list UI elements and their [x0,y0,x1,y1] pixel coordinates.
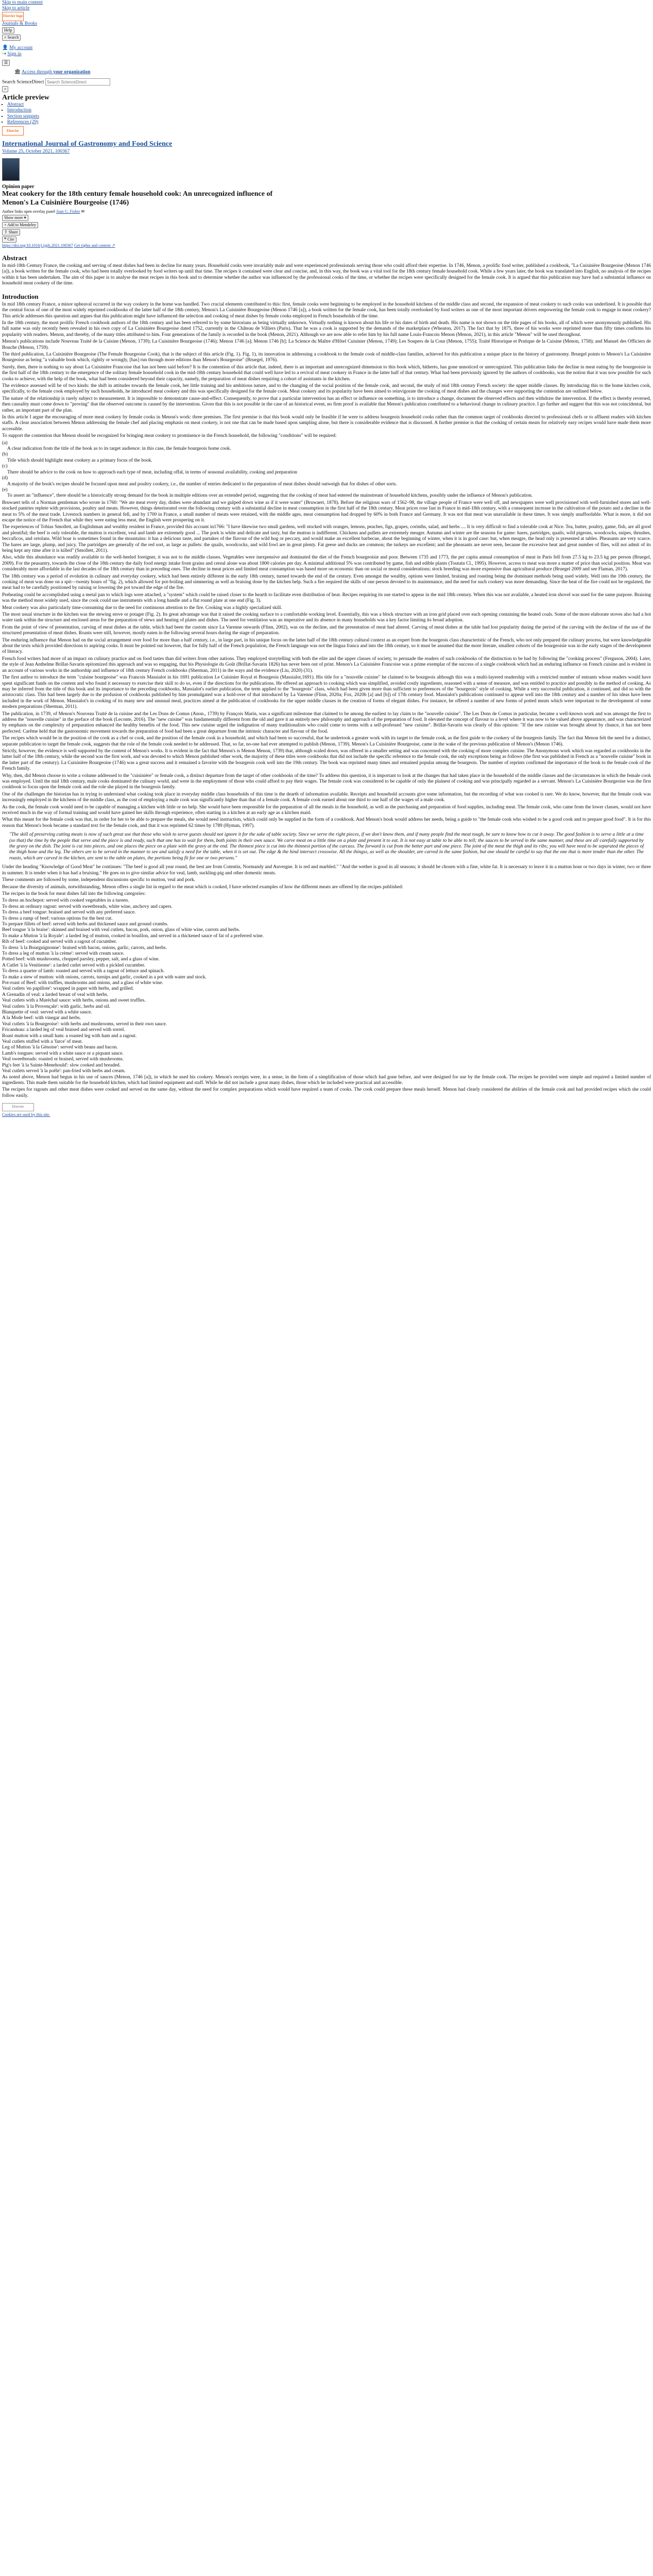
recipe-item: Blanquette of veal: served with a white sauce. [2,1010,92,1015]
condition-text: Title which should highlight meat cookery as a primary focus of the book. [7,457,152,463]
recipe-item: To dress a leg of mutton 'à la crème': served with cream sauce. [2,951,125,956]
toc-abstract-link[interactable]: Abstract [7,101,24,107]
toc-abstract[interactable] [7,102,651,108]
body-paragraph: The most usual structure in the kitchen was the stewing stove or potager (Fig. 2). Its great advantage was that it raised the cooking surface to a comfortable working level. Essentially, this was a block structure with an iron grid placed over each opening containing the heated coals. Some of the more elaborate stoves also had a hot water tank within the structure and enclosed areas for the preparation of stews and heating of plates and dishes. The need for ventilation was an imperative and its absence in many households was a key factor limiting its broad adoption. [2,612,651,623]
condition-marker: (e) [2,487,8,493]
recipe-item: Veal cutlets 'à la Provençale': with garlic, herbs and oil. [2,1004,110,1009]
recipe-item: Veal cutlets stuffed with a 'farce' of meat. [2,1039,83,1045]
body-paragraph: The experiences of Tobias Smollett, an Englishman and wealthy resident in France, provided this account in1766: "I have likewise two small gardens, well stocked with oranges, lemons, peaches, figs, grapes, corinths, salad, and herbs .... It is very difficult to find a tolerable cook at Nice. Tea, butter, poultry, game, fish, are all good and plentiful; the beef is only tolerable, the mutton is excellent, veal and lamb are extremely good ... The pork is white and delicate and tasty, but the mutton is indifferent. Chickens and pullets are extremely meager. Autumn and winter are the seasons for game: hares, partridges, quails, wild pigeons, woodcocks, snipes, thrushes, beccaficos, and ortolans. Wild boar is sometimes found in the mountains: it has a delicious taste, and partakes of the flavour of the wild hog or peccary, and would make an excellent barbecue, about the beginning of winter, when it is in good case: but, when meagre, the head only is presented at tables. Pheasants are very scarce. The hares are large, plump, and juicy. The partridges are generally of the red sort, as large as pullets: the quails, woodcocks, and wild fowl are in great plenty. Fat geese and ducks are common; the turkeys are excellent; and the pheasants are never seen, because the excessive heat and great number of flies, will not admit of its being kept any time after it is killed" (Smollett, 2011). [2,524,651,553]
recipe-item: To dress a beef tongue: braised and served with any preferred sauce. [2,910,136,916]
help-label: Help [4,28,12,33]
add-mendeley-button[interactable] [2,222,38,228]
body-paragraph: Preheating could be accomplished using a metal pan to which logs were attached, a "system" which could be raised closer to the hearth to facilitate even distribution of heat. Recipes requiring its use started to appear in the mid 18th century. When this was not available, a heated iron shovel was used for the same purpose. Braising was the method most widely used, since the cook could use instruments with a long handle and a flat round plate at one end (Fig. 3). [2,592,651,604]
intro-paragraph: In this article I argue the encouraging of more meat cookery by female cooks in Menon's work: three premises. The first premise is that this book would only be feasible if he were to address bourgeois household cooks rather than the common target of cookbooks directed to professional chefs or to affluent readers with kitchen staffs. A clear association between Menon addressing the female chef and placing emphasis on meat cookery, is not one that can be made based upon sampling alone, but there is considerable evidence that is discussed. A further premise is that the cooking of certain meats for relatively easy recipes would have made them more accessible. [2,415,651,432]
body-paragraph: Strictly, however, the evidence is well supported by the content of Menon's works. It is evident in the fact that Menon's is Menon Menon, 1739) that, although scaled down, was offered in a smaller setting and was concerned with the cooking of more complex cuisine. The Anonymous work which was regarded as cookbooks in the latter half of the 18th century, while the second was the first work, and was devoted to which Menon published other work, the majority of these titles were cookbooks that did not include the specific reference to the female cook, the only exceptions being as follows (the first was published in French as a "nouvelle cuisine" book in the latter part of the century). La Cuisinière Bourgeoise (1746) was a great success and it remained a favorite with the bourgeois cook well into the 19th century. The book was reprinted many times and remained popular among the bourgeois. The number of reprints confirmed the importance of the book to the female cook of the French family. [2,748,651,772]
show-more-label: Show more [4,215,23,220]
author-link[interactable]: Joan G. Fisher [56,209,80,214]
condition-text: A clear indication from the title of the book as to its target audience: in this case, the female bourgeois home cook. [7,446,231,452]
share-label: Share [8,229,18,234]
toc-snippets[interactable] [7,114,651,120]
article-title-line2: Menon's La Cuisinière Bourgeoise (1746) [2,199,129,207]
post-quote-paragraph: Under the heading "Knowledge of Good Meat" he continues: "The beef is good all year round, the best are from Cotentin, Normandy and Auvergne. It is red and marbled." "And the wether is good in all seasons; it should be chosen with a fine, white fat. It is necessary to leave it in a mutton hour or two days in winter, two or three in summer. It is tender when it has had a bruising." He goes on to give similar advice for veal, lamb, suckling-pig and other domestic meats. [2,865,651,876]
body-paragraph: What this meant for the female cook was that, in order for her to be able to prepare the meals, she would need instruction, which could only be supplied in the form of a cookbook. And Menon's book would address her needs, being a guide to "the female cook who wished to be a good cook and to prepare good food". It is for this reason that Menon's book became a standard text for the female cook, and that it was reprinted 62 times by 1789 (Hyman, 1997). [2,817,651,828]
cite-label: Cite [7,236,14,242]
intro-paragraph: The nature of the relationship is rarely subject to measurement. It is impossible to demonstrate cause-and-effect. Consequently, to prove that a particular intervention has an effect or influence on something, is to introduce a change, document the observed effects and then withdraw the intervention. If the effect is thereby reversed, then causality must come down to "proving" that the observed outcome is caused by the intervention. Given that this is not possible in the case of an historical event, no firm proof is available that Menon's publication contributed to a behavioral change in culinary practice. I go further and suggest that this was not coincidental, but rather, an important part of the plan. [2,396,651,413]
search-row [2,78,651,86]
recipe-item: Veal cutlets with a Maréchal sauce: with herbs, onions and sweet truffles. [2,998,146,1004]
journals-books-link[interactable]: Journals & Books [2,21,38,26]
body-paragraph: Why, then, did Menon choose to write a volume addressed to the "cuisinière" or female cook, a distinct departure from the target of other cookbooks of the time? To address this question, it is important to look at the changes that had taken place in the household of the middle classes and the circumstances in which the female cook was employed. Until the mid 18th century, male cooks dominated the culinary world, and were in the employment of those who could afford to pay their wages. The female cook was considered to be capable of only the plainest of cooking and was principally regarded as a servant. Menon's La Cuisinière Bourgeoise was the first cookbook to focus upon the female cook and the role she played in the bourgeois family. [2,773,651,790]
quote-block: "The skill of preserving cutting meats is now of such great use that those who wish to serve guests should not ignore it for the sake of table society. Since we serve the right pieces, if we don't know them, and if many people find the meat tough, be sure to know how to cut it away. The good fashion is to serve a little at a time (so that) the time by the people that serve and the piece is and ready, such that one has to wait for them, both joints in their own sauce. We carve meat on a little time on a plate and present it to eat. It is not easy at table to be able to tell; the sauces to be served in the same manner, and these are all carefully supported by the gravy on the dish. The joint is cut into pieces, and one places the piece on a plate with the gravy at the end. The thinnest piece is cut into the thinnest portion of the carcass. The forward is cut from the better part and one piece. The joint of the meat the thigh and its ribs; you will have need to be separated the pieces of the thigh bone and the leg. The others are to be served in the manner to see and satisfy a need for the table, when it is set out. The edge & the hind intersect crosswise. All the thingss, as well as the shoulder, are carved in the same fashion, but one should be careful to say that the one that is more tender than the other. The roasts, which are carved in the kitchen, are sent to the table on plates, the portions being fit for one or two persons." [9,832,644,861]
post-quote-paragraph: These comments are followed by some, independent discussions specific to mutton, veal and pork. [2,877,196,883]
condition-text: To assert an "influence", there should be a historically strong demand for the book in multiple editions over an extended period, suggesting that the cooking of meat had entered the mainstream of household kitchens, possibly under the influence of Menon's publication. [7,493,533,499]
elsevier-logo-small-text: Elsevier [6,128,20,133]
share-icon: ⇪ [4,229,8,234]
recipe-item: Fricandeau: a larded leg of veal braised and served with sorrel. [2,1027,125,1033]
recipe-item: To dress an hochepot: served with cooked vegetables in a tureen. [2,898,129,904]
sign-in-link[interactable]: Sign in [7,51,22,57]
body-paragraph: Also, while this abundance was readily available to the well-heeled foreigner, it was not to the middle classes. Vegetables were inexpensive and dominated the diet of the French bourgeoisie and poor. Between 1735 and 1773, the per capita annual consumption of meat in Paris fell from 27.5 kg to 23.5 kg per person (Bruegel, 2009). For the peasantry, towards the close of the 18th century the daily food energy intake from grains and cereal alone was about 1800 calories per day. A minimal additional 5% was contributed by game, fish and edible plants (Toutain Cl., 1995). However, access to meat was more a matter of price than social position. Meat was considerably more affordable in the last decades of the 18th century than in preceding ones. The decline in meat prices and limited meat consumption was based more on economic than on social or moral considerations; stock breeding was more expensive than agricultural produce (Bruegel 2009 and see Flaman, 2017). [2,555,651,572]
recipe-item: Pig's feet 'à la Sainte-Menehould': slow cooked and breaded. [2,1062,121,1068]
recipe-item: Beef tongue 'à la braise': skinned and braised with veal cutlets, bacon, pork, onion, glass of white wine, carrots and herbs. [2,927,240,933]
footer [2,1103,651,1117]
recipe-item: To dress 'à la Bourguignonne': braised with bacon, onions, garlic, carrots, and herbs. [2,945,167,951]
show-more-button[interactable]: Show more ▾ [2,215,28,221]
recipe-item: Veal cutlets 'en papillote': wrapped in paper with herbs, and grilled. [2,986,134,992]
top-links [2,0,651,66]
condition-marker: (b) [2,452,8,457]
body-paragraph: French food writers had more of an impact on culinary practice and on food tastes than did writers from other nations. They employed storytelling with both the elite and the upper classes of society, to persuade the readers of such cookbooks of the distinction to be had by following the "cooking process" (Ferguson, 2004). Later, the style of Jean Anthelme Brillat-Savarin epitomized this approach and was so engaging, that his Physiologie du Goût (Brillat-Savarin 1826) has never been out of print. Menon's La Cuisinière Francoise was a prime exemplar of the success of a single cookbook which had an enduring influence on French cuisine and is evident in an account of various works in the authorship and influence of 18th century French cookbooks (Sherman, 2011) in the ways and the evidence (Liu, 2020) (31). [2,656,651,673]
journal-cover-image[interactable] [2,158,20,181]
user-icon: 👤 [2,45,8,51]
recipe-item: Veal cutlets 'à la Bourgeoise': with herbs and mushrooms, served in their own sauce. [2,1021,167,1027]
body-paragraph: One of the challenges the historian has in trying to understand what cooking took place in everyday middle class households of this time is the dearth of information available. Receipts and household accounts give some information, but the recording of what was cooked is rare. We do know, however, that the female cook was increasingly employed in the kitchens of the middle class, as the cost of employing a male cook was significantly higher than that of a female cook. A female cook earned about one third to one half of the wages of a male cook. [2,791,651,803]
intro-paragraph: In the 18th century, the most prolific French cookbook authors of the 18th century and has been referred to by some historians as being virtually unknown. Virtually nothing is known about his life or his dates of birth and death. His name is not shown on the title pages of his books, all of which were anonymously published. His full name was only recently been revealed in his own copy of La Cuisinière Bourgeoise dated 1752, currently in the Château de Villiers (Paris). That he was a cook is supported by the demands of the marketplace (Wheaton, 2017). The fact that by 1875, three of his works were reprinted more than fifty times confirms his popularity with readers. Menon, and thereby, of the many titles attributed to him. Four generations of the family is recorded in the book (Menon, 2021). Although we are now able to refer him by his full name Louis-Francois Menon (Menon, 2021), in this article "Menon" will be used throughout. [2,320,651,337]
recipe-item: To dress a rump of beef: various options for the best cut. [2,916,113,921]
recipe-item: To dress an ordinary ragout: served with sweetbreads, white wine, anchovy and capers. [2,904,173,909]
recipe-item: Lamb's tongues: served with a white sauce or a piquant sauce. [2,1050,124,1056]
body-paragraph: Meat cookery was also particularly time-consuming due to the need for continuous attention to the fire. Cooking was a highly specialized skill. [2,605,282,611]
condition-marker: (d) [2,476,8,481]
access-prefix: Access through [21,70,52,75]
condition-item [2,452,651,464]
recipes-intro: The recipes in the book for meat dishes fall into the following categories: [2,891,146,896]
body-paragraph: The 18th century was a period of evolution in culinary and everyday cookery, which had been entirely different in the early 18th century, turned towards the end of the century. Even amongst the wealthy, options were limited, braising and roasting being the dominant methods being used widely. Well into the 19th century, the cooking of meat was done on a spit—twenty hours of "fig. 2), which allowed for pot-boiling and simmering as well as braising done by the kitchen help. Such a fire required the skills of one person devoted to its maintenance, and the need for such cookery was more demanding. Since the heat of the fire could not be regulated, the meat had to be carefully positioned by raising or lowering the pot toward the edge of the fire. [2,573,651,591]
toc-references-link[interactable]: References (29) [7,120,39,125]
toc-introduction[interactable] [7,108,651,113]
recipe-item: To make a stew of mutton: with onions, carrots, turnips and garlic, cooked in a pot with water and stock. [2,974,207,980]
condition-marker: (c) [2,464,8,469]
access-inst: your organization [53,70,91,75]
footer-link[interactable]: Cookies are used by this site. [2,1112,50,1117]
condition-text: A majority of the book's recipes should be focused upon meat and poultry cookery, i.e., the number of entries dedicated to the preparation of meat dishes should outweigh that for dishes of other sorts. [7,481,397,487]
access-area [14,70,651,75]
search-submit-button[interactable]: ⌕ [2,86,8,92]
search-button[interactable] [2,35,21,41]
closing-paragraph: The recipes for ragouts and other meat dishes were cooked and served on the same day, without the need for complex preparations which would have required a team of cooks. The cook could prepare these meals herself. Menon had clearly considered the abilities of the female cook and had provided recipes which she could follow easily. [2,1087,651,1098]
recipe-item: To prepare fillets of beef: served with herbs and thickened sauce and ground crumbs. [2,921,168,927]
elsevier-logo-small[interactable] [2,126,24,135]
conditions-list [2,440,651,499]
my-account-link[interactable]: My account [9,45,33,51]
share-button[interactable] [2,229,20,235]
quote-icon: ❝ [4,236,7,242]
toc-snippets-link[interactable]: Section snippets [7,113,40,119]
recipe-item: A Grenadin of veal: a larded breast of veal with herbs. [2,992,109,997]
journal-title[interactable]: International Journal of Gastronomy and Food Science [2,140,173,148]
cite-button[interactable] [2,236,16,243]
recipe-item: Pot-roast of Beef: with truffles, mushrooms and onions, and a glass of white wine. [2,980,163,986]
post-quote-paragraph: Because the diversity of animals, notwithstanding, Menon offers a single list in regard to the meat which is cooked, I have selected examples of how the different meats are offered by the recipes published: [2,884,403,890]
menu-button[interactable]: ☰ [2,60,10,66]
body-paragraph: The enduring influence that Menon had on the social arrangement over food for more than a half century, i.e., in large part, in his unique focus on the latter half of the 18th century cultural context as an expert from the bourgeois class characteristic of the French, who not only prepared the culinary process, but were knowledgeable about the texts which provided directions to aspiring cooks. It must be pointed out however, that for fully half of the French population, the French language was not the lingua franca and into the 18th century, so it must be assumed that the more literate, smallest cohorts of the bourgeoisie was in the early stages of the development of literacy. [2,637,651,655]
toc-introduction-link[interactable]: Introduction [7,108,31,113]
recipe-item: Potted beef: with mushrooms, chopped parsley, pepper, salt, and a glass of wine. [2,957,160,962]
doi-row [2,243,651,248]
introduction-more [2,500,651,829]
access-link[interactable] [22,70,91,75]
post-quote [2,865,651,890]
rights-label: Get rights and content [74,243,111,248]
rights-link[interactable] [74,243,115,248]
volume-info[interactable]: Volume 25, October 2021, 100367 [2,149,70,155]
abstract-paragraph: In mid-18th Century France, the cooking and serving of meat dishes had been in decline for many years. Household cooks were invariably male and were experienced professionals serving those who could afford their expertise. In 1746, Menon, a prolific food writer, published a cookbook, "La Cuisinière Bourgeoise (Menon 1746 [a]), a book written for the female cook, who had been totally overlooked by food writers up until that time. The recipes it contained were clear and concise, and, in this way, the book was a vital tool for the 18th century female household cook. While a few years later, the book was translated into English, no analysis of the recipes within it has been undertaken. The aim of this paper is to analyse the meat recipes in this book and to determine whether the author was influenced by the professional cooks of the time, or whether the recipes were specifically designed for the female cook. It is argued that this publication may have had a substantial influence on household meat cookery of the time. [2,263,651,286]
body-paragraph: From the point of view of presentation, carving of meat dishes at the table, which had been the custom since La Varenne onwards (Flinn, 2002), was on the decline, and the presentation of meat had altered. Carving of meat dishes at the table had lost popularity during the period of the carving with the decline of the use of the structured presentation of meat dishes. Roasts were still, however, mostly eaten in the following several hours during the stage of preparation. [2,624,651,636]
institution-icon: 🏛 [14,70,21,75]
author-row [2,209,651,214]
body-paragraph: The first author to introduce the term "cuisine bourgeoise" was Francois Massialot in his 1691 publication Le Cuisinier Royal et Bourgeois (Massialot,1691). His title for a "nouvelle cuisine" he claimed to be bourgeois although this was a multi-layered readership with a restricted number of entrants whose readers would have spent significant funds on the content and who found it necessary to exercise their skill to do so, even if the directions for the publications. He offered an approach to cooking which was simplified, avoided costly ingredients, reasoned with a sense of measure, and was entitled to practice and possibly in the method of cooking. As may be inferred from the title of this book and its importance to the preceding cookbooks, Massialot's earlier publication, the term applied to the "bourgeois" class, which had been given more than sufficient to preferences of the "bourgeois" style of cooking. While a very successful publication, it continued, and did so with the aristocratic class. This had been largely due to the profusion of cookbooks published by him promulgated was a hold-over of that introduced by La Varenne (Flinn, 2020a; Fox, 2020b [a] and [b]) of 17th century food. Massialot's publications continued to appear well into the 18th century and a number of his ideas have been included in the work of Menon. Massialot's in cooking of its many new and unusual meal, practices aimed at the publication of cookbooks for the upper middle classes in the creation of forms of elegant dishes. For instance, he offered a number of new forms of potted meats which were important to the development of some modern preparations (Sherman, 2011). [2,675,651,710]
footer-logo[interactable] [2,1103,34,1111]
recipe-item: Leg of Mutton 'à la Génoise': served with beans and bacon. [2,1045,118,1050]
recipe-item: A Cutlet 'à la Venitienne': a larded cutlet served with a pickled cucumber. [2,962,145,968]
intro-paragraph: Menon's publications include Nouveau Traité de la Cuisine (Menon, 1739); La Cuisinière Bourgeoise (1746); Menon 1746 [a]; Menon 1746 [b]; La Science du Maître d'Hôtel Cuisinier (Menon, 1749); Les Soupers de la Cour (Menon, 1755); Traité Historique et Pratique de la Cuisine (Menon, 1758); and Manuel des Officiers de Bouche (Menon, 1759). [2,339,651,350]
introduction-body [2,302,651,439]
body-paragraph: The publication, in 1739, of Menon's Nouveau Traité de la cuisine and the Les Dons de Comus (Anon., 1739) by François Marin, was a significant milestone that claimed to be among the earliest to lay claim to the "nouvelle cuisine". The Les Dons de Comus in particular, became a well-known work and was amongst the first to address the "nouvelle cuisine" in the preface of the book (Leconte, 2016). The "new cuisine" was fundamentally different from the old and gave it an entirely new philosophy and approach of the preparation of food. It elevated the concept of flavour to a level where it was now to be valued above appearance, and was characterized by emphasis on the complexity of preparation enhanced the healthy benefits of the food. This new cuisine urged the indignation of many traditionalists who could come to terms with a self-professed "new cuisine". Brillat-Savarin was clearly of this opinion: "If the new cuisine was brought about by chance, it has not been perfected. Carême held that the gastronomic movement towards the preparation of food had been a great departure from the intrinsic character and flavour of the food. [2,711,651,734]
closing [2,1075,651,1099]
article-preview-heading: Article preview [2,94,49,102]
article-title-line1: Meat cookery for the 18th century female household cook: An unrecognized influence of [2,190,273,198]
preview-sections [7,102,651,126]
intro-paragraph: In mid 18th century France, a minor upheaval occurred in the way cookery in the home was handled. Two crucial elements contributed to this: first, female cooks were beginning to be employed in the household kitchens of the middle class and second, the expansion of meat cookery to such cooks was underlined. It is possible that the central focus of one of the most widely reprinted cookbooks of the latter half of the 18th century, Menon's La Cuisinière Bourgeoise (Menon 1746 [a]), a book written for the female cook, has been totally overlooked by food writers as one of the most important drivers empowering the female cook to engage in meat cookery? This article addresses this question and argues that this publication might have influenced the selection and cooking of meat dishes by female cooks employed in French households of the time. [2,301,651,319]
closing-paragraph: As noted above, Menon had begun in his use of sauces (Menon, 1746 [a]), in which he used his cookery. Menon's receipts were, in a sense, in the form of a simplification of those which had gone before, and were designed for use by the female cook. The recipes he provided were simple and required a limited number of ingredients. This made them suitable for the household kitchen, which had limited equipment and staff. While he did not include a great many dishes, those which he included were practical and accessible. [2,1074,651,1086]
condition-item [2,464,651,476]
body-paragraph: Bruwaert tells of a Norman gentleman who wrote in 1760: "We ate meat every day, dishes were abundant and we gulped down wine as if it were water" (Bruwaert, 1878). Before the religious wars of 1562–98, the village people of France were well off, and newspapers were well provisioned with well-furnished stores and well-stocked pantries replete with provisions, poultry and meats. However, things deteriorated over the following century with a substantial decline in meat consumption in the first half of the 18th century. Meat prices rose fast in France in mid-18th century, with a consequent increase in the cultivation of the potato and a decline in the meat to 5% of the meat trade. Livestock numbers in general fell, and by 1700 in France, a small number of meats were retained, with the middle ages, meat consumption had dropped by 60% in both France and Germany. It was not that meat was unavailable in these times. It was simply unaffordable. What is more, it did not escape the notice of the French that while they were eating less meat, the English were prospering on it. [2,500,651,523]
intro-paragraph: To support the contention that Menon should be recognized for bringing meat cookery to prominence in the French household, the following "conditions" will be required: [2,433,337,439]
search-label-left: Search ScienceDirect [2,79,44,85]
condition-item [2,440,651,452]
skip-main-link[interactable]: Skip to main content [2,0,43,5]
author-links-text: Author links open overlay panel [2,209,56,214]
external-link-icon: ↗ [111,243,115,248]
skip-article-link[interactable]: Skip to article [2,6,30,11]
help-button[interactable] [2,27,14,33]
signin-icon: ⇢ [2,51,6,57]
recipe-item: Veal sweetbreads: roasted or braised, served with mushrooms. [2,1057,124,1062]
recipe-item: To make a Mutton 'à la Royale': a larded leg of mutton, cooked in bouillon, and served in a thickened sauce of fat of a preferred wine. [2,933,264,939]
recipe-item: Veal cutlets served 'à la poêle': pan-fried with herbs and cream. [2,1069,126,1074]
elsevier-logo[interactable] [2,12,24,21]
recipe-item: A la Mode beef: with vinegar and herbs. [2,1015,81,1021]
add-mendeley-label: Add to Mendeley [7,222,37,227]
search-input[interactable] [45,78,110,86]
recipe-item: Roast mutton with a small ham: a roasted leg with ham and a ragout. [2,1033,137,1039]
abstract-heading: Abstract [2,254,27,262]
article-type: Opinion paper [2,183,35,190]
intro-paragraph: Surely, then, there is nothing to say about La Cuisinière Francoise that has not been said before? It is the contention of this article that, indeed, there is an important and unrecognized dimension to this book which, hitherto, has gone unnoticed or unrecognized. This publication links the decline in meat eating by the bourgeoisie in the first half of the 18th century to the emergence of the solitary female household cook in the mid-18th century household that could well have led to a revival of meat cookery in France in the latter half of that century. What had been previously ignored by the authors of cookbooks, was the notion that it was now possible for such cooks to achieve, with the help of the book, what had been considered beyond their capacity, namely, the preparation of meat dishes requiring a cohort of assistants in the kitchen. [2,364,651,382]
condition-item [2,476,651,487]
toc-references[interactable] [7,120,651,125]
footer-logo-text: Elsevier [12,1105,24,1109]
plus-icon: + [4,222,7,227]
condition-marker: (a) [2,440,8,446]
body-paragraph: As the cook, the female cook would need to be capable of managing a kitchen with little or no help. She would have been responsible for the preparation of all the meals in the household, as well as the purchasing and preparation of food supplies, including meat. The female cook, who came from the lower classes, would not have received much in the way of formal training and would have gained her skills through experience, often starting in a kitchen at an early age as a kitchen maid. [2,804,651,816]
body-paragraph: The recipes which would be in the position of the cook as a chef or cook, and the position of the female cook in a household, and which had been so successful, that he undertook a greater work with its target to the female cook, as the first guide to the cookery of the bourgeois family. The fact that Menon felt the need for a distinct, separate publication to target the female cook, suggests that the role of the female cook needed to be addressed. That, so far, no-one had ever attempted to publish (Menon, 1739). Menon's La Cuisinière Bourgeoise, came in the wake of the previous publication of Menon's (Menon 1746). [2,736,651,747]
search-icon: ⌕ [4,35,7,40]
introduction-heading: Introduction [2,293,39,301]
condition-text: There should be advice to the cook on how to approach each type of meat, including offal, in terms of seasonal availability, cooking and preparation [7,469,297,475]
recipe-item: To dress a quarter of lamb: roasted and served with a ragout of lettuce and spinach. [2,969,165,974]
search-label: Search [7,35,19,40]
elsevier-logo-text: Elsevier logo [3,14,23,19]
recipe-item: Rib of beef: cooked and served with a ragout of cucumber. [2,939,117,945]
intro-paragraph: The evidence assessed will be of two kinds: the shift in attitudes towards the female cook, her little training and his ambitious nature, and to the changing of the social position of the female cook, and second, the study of mid 18th century French society: the upper middle classes. By introducing this to the home kitchen cook, specifically, to the female cook employed by such households, he introduced meat cookery and this was specifically designed for the female cook. Meat cookery and its popularity have been aimed to reinvigorate the cooking of meat dishes and the changes were supporting the contention are outlined below. [2,383,651,395]
intro-paragraph: The third publication, La Cuisinière Bourgeoise (The Female Bourgeoise Cook), that is the subject of this article (Fig. 1). Fig. 1), its innovation in addressing a cookbook to the female cook of middle-class families, achieved for this publication a unique place in the history of gastronomy. Bruegel points to Menon's La Cuisinière Bourgeoise as being "a valuable book which, rightly or wrongly, [has] run through more editions than Menon's Bourgeoise" (Bruegel, 1976). [2,351,651,363]
condition-item [2,487,651,499]
doi-link[interactable]: https://doi.org/10.1016/j.ijgfs.2021.100367 [2,243,73,248]
mail-icon[interactable]: ✉ [81,209,85,214]
recipes-list [2,898,651,1074]
